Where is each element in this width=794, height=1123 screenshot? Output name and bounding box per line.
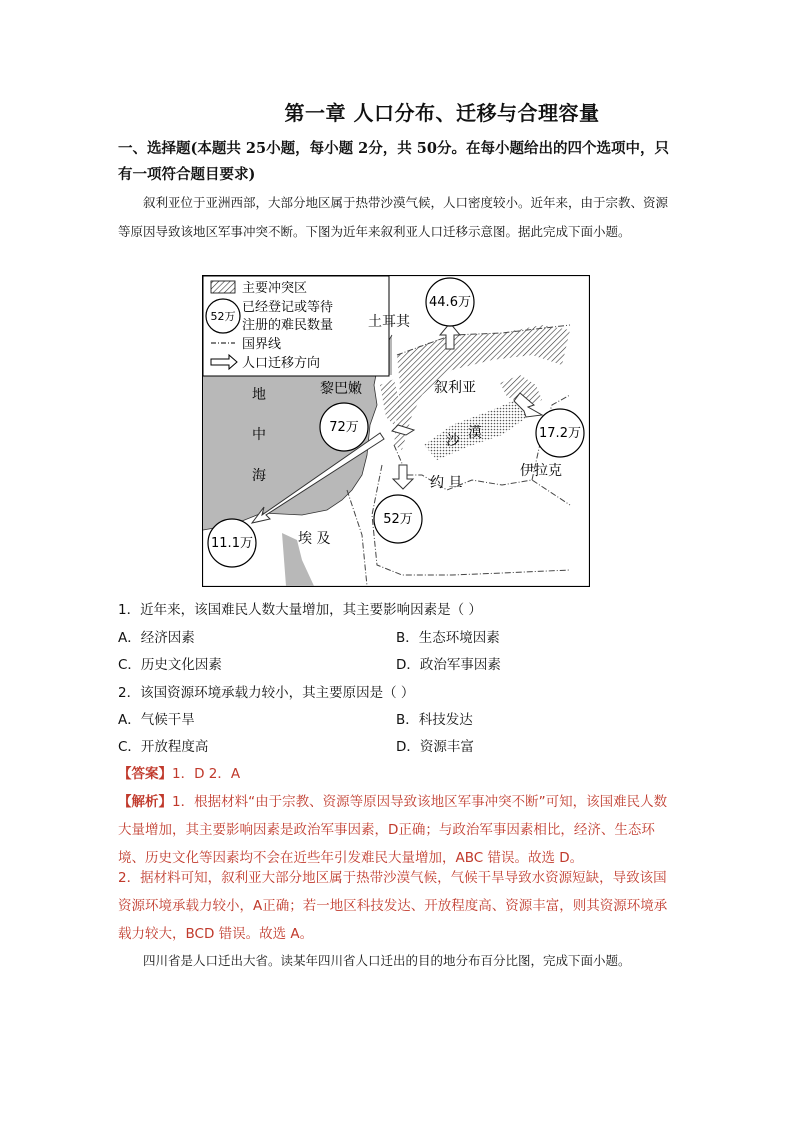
- q1-option-b: B．生态环境因素: [396, 630, 500, 646]
- legend-border: 国界线: [242, 337, 282, 352]
- material-intro: 叙利亚位于亚洲西部，大部分地区属于热带沙漠气候，人口密度较小。近年来，由于宗教、资源等原因导致该地区军事冲突不断。下图为近年来叙利亚人口迁移示意图。据此完成下面小题。: [118, 195, 669, 239]
- q1-option-c: C．历史文化因素: [118, 657, 222, 673]
- answer-text: 1．D 2．A: [172, 766, 241, 782]
- q1-option-a: A．经济因素: [118, 630, 195, 646]
- answer-label: 【答案】: [118, 766, 172, 782]
- q2-option-a: A．气候干旱: [118, 712, 195, 728]
- label-syria: 叙利亚: [434, 380, 476, 396]
- legend-direction: 人口迁移方向: [242, 356, 321, 371]
- label-jordan: 约 旦: [430, 475, 463, 491]
- analysis-label: 【解析】: [118, 794, 172, 810]
- label-desert-2: 漠: [468, 425, 482, 441]
- analysis-2: 2．据材料可知，叙利亚大部分地区属于热带沙漠气候，气候干旱导致水资源短缺，导致该国资源环境承载力较小，A正确；若一地区科技发达、开放程度高、资源丰富，则其资源环境承载力较大，BCD 错误。故选 A。: [118, 870, 668, 942]
- section-heading: 一、选择题(本题共 25小题，每小题 2分，共 50分。在每小题给出的四个选项中，只有一项符合题目要求): [118, 140, 669, 183]
- value-egypt: 11.1万: [211, 536, 253, 551]
- label-desert-1: 沙: [446, 433, 460, 449]
- material-intro-2: 四川省是人口迁出大省。读某年四川省人口迁出的目的地分布百分比图，完成下面小题。: [143, 953, 631, 968]
- analysis-1: [118, 788, 680, 872]
- legend-conflict: 主要冲突区: [242, 281, 308, 296]
- q2-option-d: D．资源丰富: [396, 739, 474, 755]
- answer-line: [118, 762, 240, 782]
- legend-conflict-swatch: [211, 281, 235, 293]
- label-iraq: 伊拉克: [520, 463, 562, 479]
- label-med-3: 海: [252, 468, 266, 484]
- value-jordan: 52万: [383, 512, 413, 527]
- question-2-stem: 2．该国资源环境承载力较小，其主要原因是（ ）: [118, 685, 415, 701]
- q1-option-d: D．政治军事因素: [396, 657, 501, 673]
- q2-option-b: B．科技发达: [396, 712, 473, 728]
- legend-sample-value: 52万: [210, 310, 236, 323]
- value-lebanon: 72万: [329, 420, 359, 435]
- label-lebanon: 黎巴嫩: [320, 381, 362, 397]
- analysis-1-text: 1．根据材料“由于宗教、资源等原因导致该地区军事冲突不断”可知，该国难民人数大量增加，其主要影响因素是政治军事因素，D正确；与政治军事因素相比，经济、生态环境、历史文化等因素均不会在近些年引发难民大量增加，ABC 错误。故选 D。: [118, 794, 668, 866]
- label-med-2: 中: [252, 427, 266, 443]
- syria-migration-map: [202, 275, 590, 587]
- label-turkey: 土耳其: [368, 314, 410, 330]
- page-title: 第一章 人口分布、迁移与合理容量: [284, 101, 600, 125]
- q2-option-c: C．开放程度高: [118, 739, 209, 755]
- value-turkey: 44.6万: [429, 295, 471, 310]
- label-egypt: 埃 及: [298, 531, 331, 547]
- value-iraq: 17.2万: [539, 426, 581, 441]
- label-med-1: 地: [252, 387, 266, 403]
- legend-registered-1: 已经登记或等待: [242, 300, 334, 315]
- question-1-stem: 1．近年来，该国难民人数大量增加，其主要影响因素是（ ）: [118, 602, 482, 618]
- legend-registered-2: 注册的难民数量: [242, 318, 334, 333]
